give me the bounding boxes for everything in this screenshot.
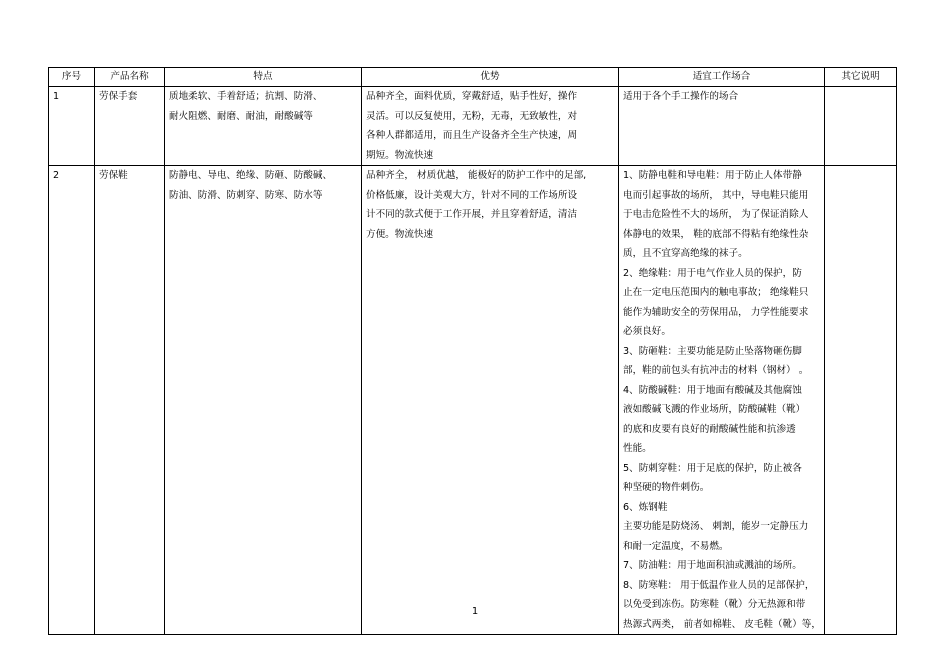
page-number: 1 — [471, 606, 479, 617]
cell-text-line: 4、防酸碱鞋：用于地面有酸碱及其他腐蚀 — [623, 384, 802, 396]
header-workplaces: 适宜工作场合 — [619, 68, 825, 87]
cell-text-line: 耐火阻燃、耐磨、耐油，耐酸碱等 — [169, 110, 313, 122]
cell-text-line: 的底和皮要有良好的耐酸碱性能和抗渗透 — [623, 423, 796, 435]
cell-text-line: 和耐一定温度，不易燃。 — [623, 540, 729, 552]
table-row — [49, 87, 897, 166]
cell-text-line: 防油、防滑、防刺穿、防寒、防水等 — [169, 189, 323, 201]
cell-other-notes — [825, 87, 897, 166]
cell-text: 劳保手套 — [99, 91, 138, 102]
cell-text-line: 7、防油鞋：用于地面积油或溅油的场所。 — [623, 560, 802, 571]
cell-text: 劳保鞋 — [99, 170, 128, 181]
cell-product-name — [95, 166, 165, 635]
header-advantages: 优势 — [362, 68, 619, 87]
cell-text: 2 — [53, 170, 60, 181]
cell-text-line: 防静电、导电、绝缘、防砸、防酸碱、 — [169, 170, 333, 181]
header-serial-number: 序号 — [49, 68, 95, 87]
header-features: 特点 — [165, 68, 362, 87]
cell-features — [165, 87, 362, 166]
cell-text-line: 品种齐全， 材质优越， 能极好的防护工作中的足部, — [366, 170, 587, 181]
cell-text-line: 液如酸碱飞溅的作业场所，防酸碱鞋（靴） — [623, 404, 806, 415]
cell-text-line: 计不同的款式便于工作开展，并且穿着舒适，清洁 — [366, 209, 578, 220]
cell-workplaces — [619, 87, 825, 166]
cell-text-line: 质地柔软、手着舒适；抗割、防滑、 — [169, 91, 323, 102]
cell-text-line: 6、炼钢鞋 — [623, 501, 668, 513]
cell-text-line: 5、防刺穿鞋：用于足底的保护，防止被各 — [623, 462, 802, 474]
cell-workplaces — [619, 166, 825, 635]
cell-text-line: 质，且不宜穿高绝缘的袜子。 — [623, 248, 748, 259]
cell-text-line: 部，鞋的前包头有抗冲击的材料（钢材） 。 — [623, 365, 809, 376]
cell-text-line: 各种人群都适用，而且生产设备齐全生产快速，周 — [366, 130, 578, 141]
cell-text-line: 性能。 — [623, 443, 652, 454]
cell-text-line: 灵活。可以反复使用，无粉，无毒，无致敏性，对 — [366, 110, 578, 122]
cell-text-line: 期短。物流快速 — [366, 149, 434, 161]
cell-other-notes — [825, 166, 897, 635]
cell-serial-number — [49, 87, 95, 166]
cell-text-line: 3、防砸鞋：主要功能是防止坠落物砸伤脚 — [623, 345, 802, 357]
cell-text-line: 1、防静电鞋和导电鞋：用于防止人体带静 — [623, 170, 802, 181]
cell-text-line: 以免受到冻伤。防寒鞋（靴）分无热源和带 — [623, 599, 806, 610]
cell-advantages — [362, 166, 619, 635]
cell-text-line: 于电击危险性不大的场所， 为了保证消除人 — [623, 209, 809, 220]
cell-text-line: 2、绝缘鞋：用于电气作业人员的保护，防 — [623, 267, 802, 279]
cell-text-line: 主要功能是防烧汤、 刺割，能岁一定静压力 — [623, 521, 809, 532]
cell-text: 1 — [53, 91, 60, 102]
cell-text-line: 方便。物流快速 — [366, 228, 434, 240]
cell-text-line: 能作为辅助安全的劳保用品， 力学性能要求 — [623, 306, 809, 318]
cell-text-line: 品种齐全，面料优质，穿戴舒适，贴手性好，操作 — [366, 91, 578, 102]
cell-text-line: 种坚硬的物件刺伤。 — [623, 482, 710, 493]
header-other-notes: 其它说明 — [825, 68, 897, 87]
cell-text-line: 适用于各个手工操作的场合 — [623, 91, 739, 102]
cell-advantages — [362, 87, 619, 166]
header-product-name: 产品名称 — [95, 68, 165, 87]
cell-text-line: 8、防寒鞋： 用于低温作业人员的足部保护， — [623, 579, 815, 591]
cell-text-line: 价格低廉，设计美观大方，针对不同的工作场所设 — [366, 189, 578, 201]
cell-features — [165, 166, 362, 635]
table-header-row — [49, 68, 897, 87]
cell-text-line: 电而引起事故的场所， 其中，导电鞋只能用 — [623, 189, 809, 201]
cell-product-name — [95, 87, 165, 166]
table-row — [49, 166, 897, 635]
cell-text-line: 体静电的效果， 鞋的底部不得粘有绝缘性杂 — [623, 228, 809, 240]
cell-text-line: 热源式两类， 前者如棉鞋、 皮毛鞋（靴）等， — [623, 618, 821, 630]
cell-text-line: 止在一定电压范围内的触电事故； 绝缘鞋只 — [623, 287, 809, 298]
cell-serial-number — [49, 166, 95, 635]
cell-text-line: 必须良好。 — [623, 326, 671, 337]
product-table — [48, 67, 897, 635]
